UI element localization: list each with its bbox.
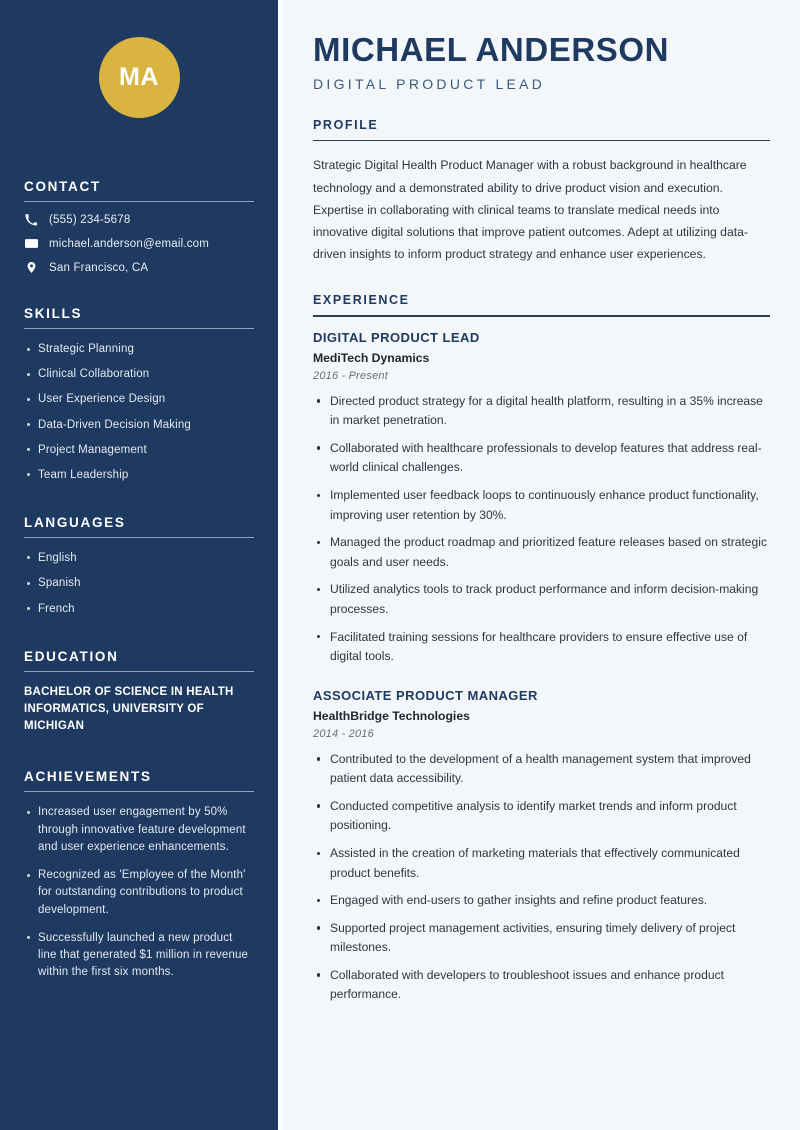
experience-company: HealthBridge Technologies [313,708,470,723]
list-item: Increased user engagement by 50% through innovative feature development and user experience enhancements. [24,804,254,856]
experience-dates: 2014 - 2016 [313,727,374,740]
list-item: Supported project management activities, ensuring timely delivery of project milestones. [313,919,770,958]
list-item: Implemented user feedback loops to continuously enhance product functionality, improving user retention by 30%. [313,486,770,525]
experience-section [313,293,770,1005]
experience-heading: EXPERIENCE [313,293,410,308]
contact-value-phone: (555) 234-5678 [49,214,131,226]
experience-divider [313,315,770,316]
achievements-section [24,769,254,981]
experience-bullet-list [313,392,770,667]
list-item: Contributed to the development of a health management system that improved patient data accessibility. [313,750,770,789]
list-item: Spanish [24,575,254,592]
contact-value-location: San Francisco, CA [49,261,149,274]
languages-list [24,550,254,618]
education-heading: EDUCATION [24,648,119,664]
education-degree: BACHELOR OF SCIENCE IN HEALTH INFORMATICS, UNIVERSITY OF MICHIGAN [24,685,234,733]
list-item: Clinical Collaboration [24,366,254,383]
list-item: Engaged with end-users to gather insights and refine product features. [313,891,770,911]
experience-entry [313,688,770,1005]
profile-section [313,118,770,265]
list-item: English [24,550,254,567]
list-item: Project Management [24,442,254,459]
sidebar [0,0,278,1130]
experience-entry [313,330,770,667]
languages-heading: LANGUAGES [24,514,126,530]
education-section [24,649,254,736]
skills-heading: SKILLS [24,306,83,321]
phone-icon [24,214,38,226]
experience-dates: 2016 - Present [313,369,388,382]
list-item: Utilized analytics tools to track product performance and inform decision-making processes. [313,580,770,619]
list-item: Recognized as 'Employee of the Month' for outstanding contributions to product development. [24,867,254,919]
contact-section [24,179,254,274]
achievements-divider [24,791,254,792]
skills-list [24,341,254,484]
achievements-heading: ACHIEVEMENTS [24,769,152,785]
list-item: Directed product strategy for a digital health platform, resulting in a 35% increase in market penetration. [313,392,770,431]
map-pin-icon [24,261,38,274]
list-item: User Experience Design [24,391,254,408]
experience-bullet-list [313,750,770,1005]
experience-job-title: DIGITAL PRODUCT LEAD [313,329,480,345]
list-item: Facilitated training sessions for healthcare providers to ensure effective use of digital tools. [313,628,770,667]
avatar: MA [99,37,180,118]
contact-divider [24,201,254,202]
list-item: Strategic Planning [24,341,254,358]
list-item: Collaborated with healthcare professionals to develop features that address real-world clinical challenges. [313,439,770,478]
envelope-icon [24,237,38,250]
profile-heading: PROFILE [313,117,379,132]
job-role-subtitle: DIGITAL PRODUCT LEAD [313,75,546,92]
main-content [278,0,800,1130]
experience-company: MediTech Dynamics [313,350,430,365]
list-item: Assisted in the creation of marketing materials that effectively communicated product benefits. [313,844,770,883]
skills-section [24,306,254,484]
contact-item-email[interactable] [24,237,254,250]
profile-divider [313,140,770,141]
languages-divider [24,537,254,538]
languages-section [24,515,254,618]
achievements-list [24,804,254,981]
list-item: Collaborated with developers to troubleshoot issues and enhance product performance. [313,966,770,1005]
profile-text: Strategic Digital Health Product Manager with a robust background in healthcare technology and a demonstrated ability to drive product vision and execution. Expertise in collaborating with clinical teams to translate medical needs into innovative digital solutions that improve patient outcomes. Adept at utilizing data-driven insights to inform product strategy and enhance user experiences. [313,158,748,262]
contact-value-email: michael.anderson@email.com [49,237,210,250]
skills-divider [24,328,254,329]
page-title: MICHAEL ANDERSON [313,31,670,68]
contact-heading: CONTACT [24,179,101,194]
list-item: Conducted competitive analysis to identify market trends and inform product positioning. [313,797,770,836]
avatar-container [24,0,254,118]
education-divider [24,671,254,672]
list-item: French [24,601,254,618]
list-item: Successfully launched a new product line that generated $1 million in revenue within the first six months. [24,930,254,982]
contact-item-phone[interactable] [24,214,254,226]
list-item: Data-Driven Decision Making [24,417,254,434]
experience-job-title: ASSOCIATE PRODUCT MANAGER [313,687,538,703]
list-item: Managed the product roadmap and prioritized feature releases based on strategic goals and user needs. [313,533,770,572]
list-item: Team Leadership [24,467,254,484]
contact-item-location[interactable] [24,261,254,274]
